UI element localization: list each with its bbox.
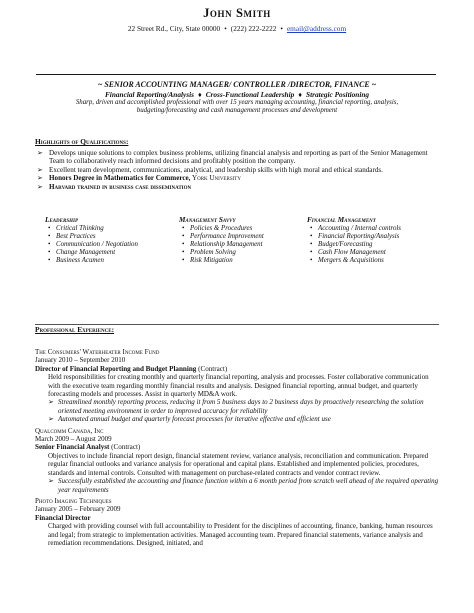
job-title: Financial Director xyxy=(35,513,91,522)
bullet-icon: • xyxy=(182,257,185,265)
competency-item xyxy=(45,241,175,249)
phone-text: (222) 222-2222 xyxy=(230,24,277,33)
summary-line: budgeting/forecasting and cash management processes and development xyxy=(136,106,338,114)
competency-item xyxy=(179,225,307,233)
company-name: The Consumers' Waterheater Income Fund xyxy=(35,348,160,356)
highlight-bold-text: Harvard trained in business case dissemination xyxy=(49,182,192,191)
bullet-icon: • xyxy=(182,249,185,257)
competency-item xyxy=(179,233,307,241)
competency-text: Mergers & Acquisitions xyxy=(318,257,384,265)
contact-line xyxy=(0,24,474,33)
bullet-icon: • xyxy=(48,233,51,241)
arrow-bullet-icon: ➢ xyxy=(37,165,43,174)
specialty-item: Cross-Functional Leadership xyxy=(205,89,295,99)
job-role xyxy=(35,443,439,451)
bullet-icon: • xyxy=(48,249,51,257)
diamond-icon: ♦ xyxy=(197,89,202,99)
employment-type: (Contract) xyxy=(196,364,228,373)
contact-separator: • xyxy=(224,24,227,33)
job-role xyxy=(35,514,439,522)
competency-item xyxy=(45,225,175,233)
job-role xyxy=(35,365,439,373)
competency-text: Relationship Management xyxy=(190,241,263,249)
competency-item xyxy=(307,249,441,257)
bullet-icon: • xyxy=(310,249,313,257)
job-dates: January 2010 – September 2010 xyxy=(35,356,126,365)
bullet-icon: • xyxy=(310,257,313,265)
section-divider xyxy=(35,324,439,325)
bullet-icon: • xyxy=(310,241,313,249)
competency-item xyxy=(307,225,441,233)
competency-text: Critical Thinking xyxy=(56,225,104,232)
achievement-item xyxy=(35,477,439,494)
email-link[interactable]: email@address.com xyxy=(286,24,347,33)
job-description: Held responsibilities for creating monthly and quarterly financial reporting, analysis and processes. Foster collaborative communication with the executive team regarding monthly financial results and analysis. Designed financial reporting, annual budget, and quarterly forecasting models and processes. Assist in quarterly MD&A work. xyxy=(48,373,429,399)
specialty-item: Strategic Positioning xyxy=(306,89,370,99)
bullet-icon: • xyxy=(310,233,313,241)
specialty-item: Financial Reporting/Analysis xyxy=(104,89,194,99)
employment-type: (Contract) xyxy=(109,443,141,452)
job-dates: March 2009 – August 2009 xyxy=(35,435,112,444)
experience-heading: Professional Experience: xyxy=(35,325,115,334)
job-dates: January 2005 – February 2009 xyxy=(35,505,121,514)
headline-title: ~ SENIOR ACCOUNTING MANAGER/ CONTROLLER /DIRECTOR, FINANCE ~ xyxy=(97,80,377,89)
specialties-line xyxy=(0,90,474,99)
headline-block xyxy=(0,80,474,115)
bullet-icon: • xyxy=(48,225,51,232)
job-title: Senior Financial Analyst xyxy=(35,443,110,452)
competency-text: Problem Solving xyxy=(190,249,236,257)
bullet-icon: • xyxy=(182,233,185,241)
achievement-text: Streamlined monthly reporting process, reducing it from 5 business days to 2 business days by proactively researching the solution oriented meeting environment in order to improved accuracy for reliability xyxy=(58,398,424,415)
competency-column-management xyxy=(179,216,307,265)
company-name: Photo Imaging Techniques xyxy=(35,496,112,505)
achievement-item xyxy=(35,415,439,423)
competency-text: Best Practices xyxy=(56,233,96,241)
competency-text: Communication / Negotiation xyxy=(56,241,138,249)
highlight-item xyxy=(35,183,439,191)
job-title: Director of Financial Reporting and Budget Planning xyxy=(35,364,197,373)
competency-text: Budget/Forecasting xyxy=(318,241,373,249)
competency-heading: Leadership xyxy=(45,216,79,224)
bullet-icon: • xyxy=(48,241,51,249)
competency-text: Risk Mitigation xyxy=(190,257,233,265)
address-text: 22 Street Rd., City, State 00000 xyxy=(127,24,221,33)
highlight-bold-text: Honors Degree in Mathematics for Commerce, xyxy=(49,174,191,183)
competency-item xyxy=(307,241,441,249)
competency-column-finance xyxy=(307,216,441,265)
competency-text: Accounting / Internal controls xyxy=(318,225,401,232)
competency-item xyxy=(179,249,307,257)
candidate-name: John Smith xyxy=(203,6,271,20)
competency-text: Performance Improvement xyxy=(190,233,264,241)
arrow-bullet-icon: ➢ xyxy=(37,149,43,157)
arrow-bullet-icon: ➢ xyxy=(48,477,54,486)
highlight-text: Excellent team development, communications, analytical, and leadership skills with high moral and ethical standards. xyxy=(49,165,383,174)
competency-text: Policies & Procedures xyxy=(190,225,253,232)
achievement-item xyxy=(35,398,439,415)
job-entry xyxy=(35,497,439,547)
arrow-bullet-icon: ➢ xyxy=(48,415,54,424)
job-entry xyxy=(35,427,439,494)
company-name: Qualcomm Canada, Inc xyxy=(35,426,104,435)
job-description: Charged with providing counsel with full accountability to President for the disciplines of accounting, finance, banking, human resources and legal; from strategic to implementation activities. Managed accounting team. Prepared financial statements, variance analysis and remediation recommendations. Designed, initiated, and xyxy=(48,522,433,547)
bullet-icon: • xyxy=(310,225,313,232)
job-description: Objectives to include financial report design, financial statement review, variance analysis, reconciliation and communication. Prepared regular financial outlooks and variance analysis for operational and capital plans. Established and implemented policies, procedures, standards and internal controls. Consulted with management on purchase-related contracts and vendor contract review. xyxy=(48,451,429,477)
competency-item xyxy=(45,257,175,265)
job-entry xyxy=(35,348,439,424)
competency-item xyxy=(179,257,307,265)
summary-line: Sharp, driven and accomplished professional with over 15 years managing accounting, financial reporting, analysis, xyxy=(75,98,399,106)
competency-heading: Financial Management xyxy=(307,216,376,224)
achievement-text: Successfully established the accounting and finance function within a 6 month period from scratch well ahead of the required operating year requirements xyxy=(58,477,439,494)
contact-separator: • xyxy=(280,24,283,33)
bullet-icon: • xyxy=(182,225,185,232)
competency-text: Change Management xyxy=(56,249,116,257)
highlight-item xyxy=(35,149,439,166)
competency-column-leadership xyxy=(45,216,175,265)
header-divider xyxy=(36,74,436,75)
arrow-bullet-icon: ➢ xyxy=(37,182,43,191)
competency-item xyxy=(45,249,175,257)
highlight-item xyxy=(35,174,439,182)
highlights-list xyxy=(35,149,439,191)
arrow-bullet-icon: ➢ xyxy=(37,174,43,183)
highlights-heading: Highlights of Qualifications: xyxy=(35,137,129,146)
competency-item xyxy=(179,241,307,249)
experience-list xyxy=(35,348,439,547)
highlight-text: Develops unique solutions to complex business problems, utilizing financial analysis and reporting as part of the Senior Management Team to collaboratively reach informed decisions and profitably position the company. xyxy=(49,149,428,166)
competency-text: Business Acumen xyxy=(56,257,104,265)
arrow-bullet-icon: ➢ xyxy=(48,398,54,407)
bullet-icon: • xyxy=(48,257,51,265)
competency-item xyxy=(307,257,441,265)
achievement-text: Automated annual budget and quarterly forecast processes for iterative effective and efficient use xyxy=(58,415,331,424)
competency-text: Cash Flow Management xyxy=(318,249,386,257)
highlight-item xyxy=(35,166,439,174)
competency-heading: Management Savvy xyxy=(179,216,236,224)
diamond-icon: ♦ xyxy=(298,89,303,99)
competency-item xyxy=(307,233,441,241)
competency-item xyxy=(45,233,175,241)
highlight-plain-text: York University xyxy=(190,174,241,183)
bullet-icon: • xyxy=(182,241,185,249)
competency-text: Financial Reporting/Analysis xyxy=(318,233,400,241)
